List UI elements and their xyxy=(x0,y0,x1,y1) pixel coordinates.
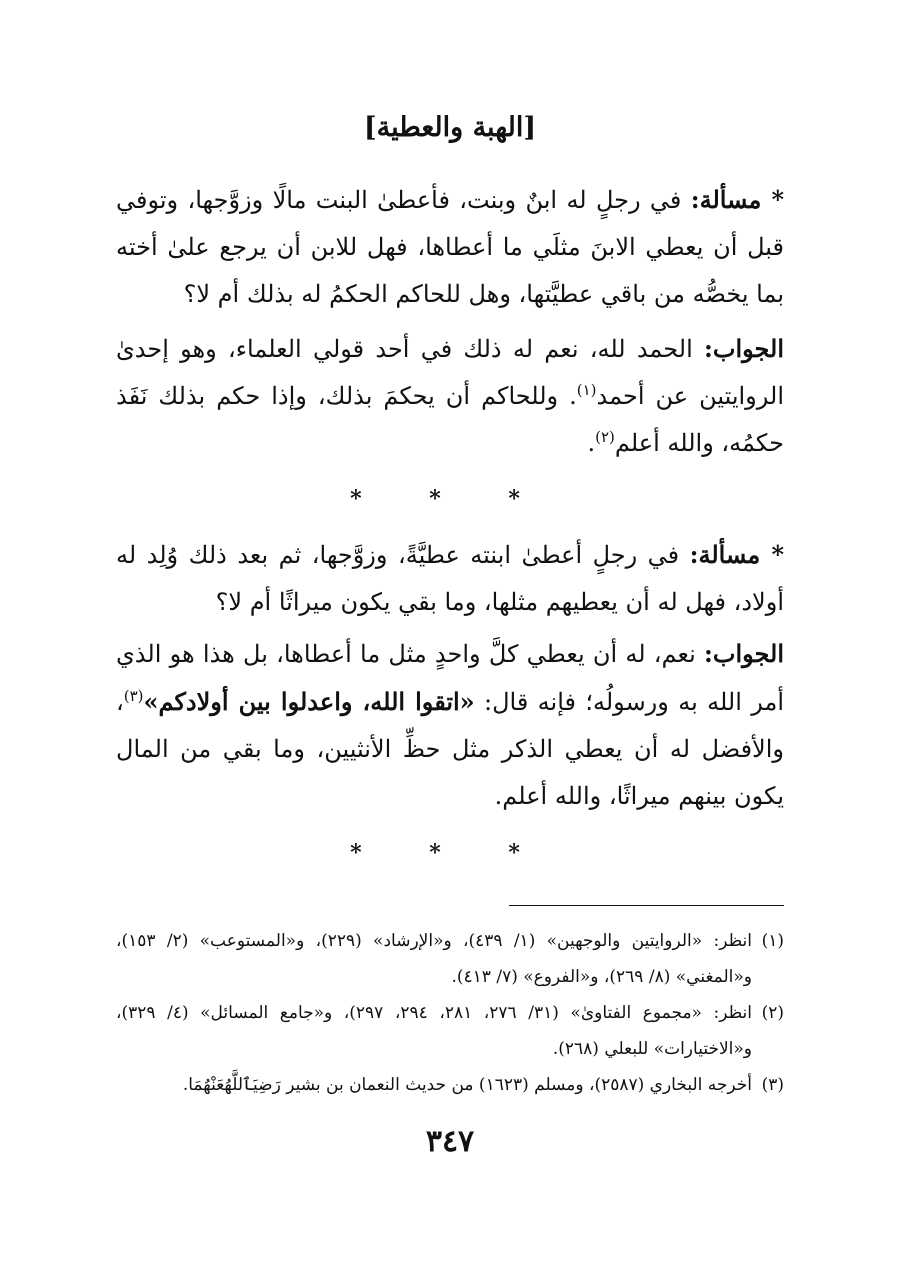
question-1-lead: * مسألة: xyxy=(690,185,784,214)
question-1-paragraph xyxy=(116,176,784,318)
question-1 xyxy=(116,176,784,318)
section-separator: * * * xyxy=(350,486,550,512)
hadith-quote: «اتقوا الله، واعدلوا بين أولادكم» xyxy=(143,687,475,716)
question-1-text: في رجلٍ له ابنٌ وبنت، فأعطىٰ البنت مالًا وزوَّجها، وتوفي قبل أن يعطي الابنَ مثلَي ما أعطاها، فهل للابن أن يرجع علىٰ أخته بما يخصُّه من باقي عطيَّتها، وهل للحاكم الحكمُ له بذلك أم لا؟ xyxy=(116,186,784,308)
answer-1-text-1: الحمد لله، نعم له ذلك في أحد قولي العلماء، وهو إحدىٰ الروايتين عن أحمد xyxy=(116,335,784,410)
footnote-text: أخرجه البخاري (٢٥٨٧)، ومسلم (١٦٢٣) من حديث النعمان بن بشير رَضِيَٱللَّهُعَنْهُمَا. xyxy=(182,1075,752,1095)
answer-1-text-3: . xyxy=(587,429,596,457)
answer-1-text-2: . وللحاكم أن يحكمَ بذلك، وإذا حكم بذلك نَفَذ حكمُه، والله أعلم xyxy=(116,382,784,457)
footnote-1 xyxy=(116,923,784,995)
question-2-text: في رجلٍ أعطىٰ ابنته عطيَّةً، وزوَّجها، ثم بعد ذلك وُلِد له أولاد، فهل له أن يعطيهم مثلها، وما بقي يكون ميراثًا أم لا؟ xyxy=(116,541,784,616)
footnote-number: (٣) xyxy=(761,1075,784,1095)
footnote-ref-3[interactable]: (٣) xyxy=(123,687,144,705)
answer-2-paragraph xyxy=(116,630,784,820)
question-2-lead: * مسألة: xyxy=(689,540,784,569)
page-number: ٣٤٧ xyxy=(425,1124,475,1159)
footnote-3 xyxy=(116,1067,784,1103)
footnote-text: انظر: «مجموع الفتاوىٰ» (٣١/ ٢٧٦، ٢٨١، ٢٩٤، ٢٩٧)، و«جامع المسائل» (٤/ ٣٢٩)، و«الاختيارات» للبعلي (٢٦٨). xyxy=(116,1003,753,1059)
footnote-2 xyxy=(116,995,784,1067)
footnote-number: (٢) xyxy=(761,1003,784,1023)
section-title: [الهبة والعطية] xyxy=(363,112,537,143)
answer-2 xyxy=(116,630,784,820)
answer-2-text-2: ، والأفضل له أن يعطي الذكر مثل حظِّ الأنثيين، وما بقي من المال يكون بينهم ميراثًا، والله أعلم. xyxy=(116,688,784,810)
footnote-number: (١) xyxy=(761,931,784,951)
footnote-ref-1[interactable]: (١) xyxy=(576,381,597,399)
footnote-divider xyxy=(509,905,784,906)
footnote-ref-2[interactable]: (٢) xyxy=(595,428,615,446)
footnotes xyxy=(116,923,784,1103)
question-2-paragraph xyxy=(116,531,784,626)
section-separator-2: * * * xyxy=(350,840,550,866)
answer-2-text-1: نعم، له أن يعطي كلَّ واحدٍ مثل ما أعطاها، بل هذا هو الذي أمر الله به ورسولُه؛ فإنه قال: xyxy=(116,640,784,716)
answer-1-lead: الجواب: xyxy=(704,334,784,363)
answer-2-lead: الجواب: xyxy=(704,639,784,668)
answer-1-paragraph xyxy=(116,325,784,467)
footnote-text: انظر: «الروايتين والوجهين» (١/ ٤٣٩)، و«الإرشاد» (٢٢٩)، و«المستوعب» (٢/ ١٥٣)، و«المغني» (٨/ ٢٦٩)، و«الفروع» (٧/ ٤١٣). xyxy=(116,931,752,987)
answer-1 xyxy=(116,325,784,467)
question-2 xyxy=(116,531,784,626)
